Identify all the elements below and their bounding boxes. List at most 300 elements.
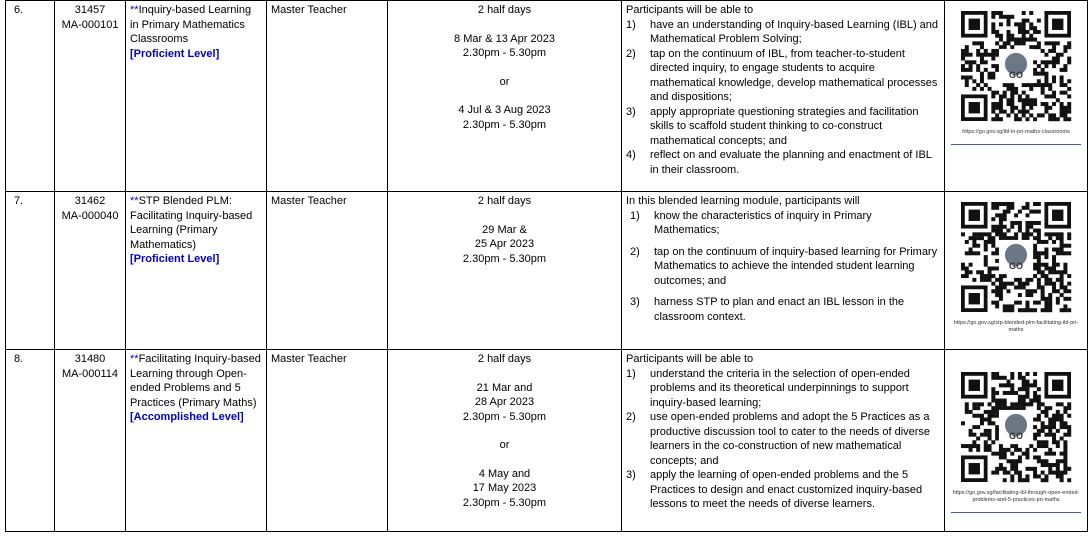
qr-module bbox=[995, 402, 999, 406]
qr-module bbox=[961, 64, 965, 68]
qr-module bbox=[1007, 289, 1011, 293]
qr-module bbox=[1052, 248, 1056, 252]
qr-module bbox=[1003, 213, 1007, 217]
qr-module bbox=[1067, 102, 1071, 106]
qr-module bbox=[1067, 414, 1071, 418]
qr-module bbox=[1041, 402, 1045, 406]
qr-module bbox=[995, 285, 999, 289]
qr-url[interactable]: https://go.gov.sg/stp-blended-plm-facilitating-ibl-pri-maths bbox=[953, 320, 1079, 333]
qr-module bbox=[1010, 102, 1014, 106]
qr-module bbox=[1025, 282, 1029, 286]
qr-module bbox=[1010, 474, 1014, 478]
qr-module bbox=[1037, 72, 1041, 76]
qr-module bbox=[1003, 225, 1007, 229]
qr-module bbox=[1025, 232, 1029, 236]
qr-module bbox=[972, 251, 976, 255]
qr-module bbox=[1037, 459, 1041, 463]
qr-module bbox=[1037, 285, 1041, 289]
qr-module bbox=[1041, 87, 1045, 91]
qr-module bbox=[1048, 106, 1052, 110]
qr-module bbox=[972, 406, 976, 410]
qr-module bbox=[1060, 459, 1064, 463]
qr-module bbox=[984, 440, 988, 444]
qr-module bbox=[1003, 210, 1007, 214]
qr-module bbox=[1025, 372, 1029, 376]
schedule-time: 2.30pm - 5.30pm bbox=[462, 496, 547, 509]
qr-module bbox=[1063, 270, 1067, 274]
qr-module bbox=[995, 414, 999, 418]
qr-finder bbox=[969, 380, 980, 391]
qr-module bbox=[1052, 266, 1056, 270]
qr-module bbox=[1018, 26, 1022, 30]
qr-module bbox=[1003, 236, 1007, 240]
qr-module bbox=[1067, 425, 1071, 429]
qr-module bbox=[1060, 248, 1064, 252]
qr-module bbox=[961, 274, 965, 278]
qr-module bbox=[1044, 444, 1048, 448]
divider bbox=[951, 512, 1081, 513]
qr-module bbox=[988, 448, 992, 452]
qr-module bbox=[969, 236, 973, 240]
qr-module bbox=[1056, 117, 1060, 121]
qr-module bbox=[995, 391, 999, 395]
qr-module bbox=[1063, 425, 1067, 429]
qr-module bbox=[1022, 399, 1026, 403]
qr-module bbox=[1037, 64, 1041, 68]
qr-module bbox=[1060, 274, 1064, 278]
qr-module bbox=[1063, 45, 1067, 49]
qr-module bbox=[1029, 106, 1033, 110]
qr-module bbox=[999, 221, 1003, 225]
qr-module bbox=[1041, 83, 1045, 87]
qr-module bbox=[1018, 395, 1022, 399]
qr-module bbox=[1010, 94, 1014, 98]
qr-module bbox=[991, 471, 995, 475]
qr-module bbox=[1010, 391, 1014, 395]
qr-module bbox=[980, 232, 984, 236]
qr-module bbox=[1010, 45, 1014, 49]
course-title-cell bbox=[126, 192, 267, 350]
qr-module bbox=[1063, 452, 1067, 456]
qr-module bbox=[1029, 289, 1033, 293]
qr-module bbox=[1014, 38, 1018, 42]
qr-module bbox=[1029, 278, 1033, 282]
qr-module bbox=[999, 38, 1003, 42]
qr-url[interactable]: https://go.gov.sg/ibl-in-pri-maths-classrooms bbox=[962, 129, 1070, 135]
qr-module bbox=[1067, 57, 1071, 61]
qr-module bbox=[1033, 26, 1037, 30]
qr-module bbox=[1048, 117, 1052, 121]
qr-module bbox=[1007, 471, 1011, 475]
qr-module bbox=[1048, 266, 1052, 270]
qr-module bbox=[991, 236, 995, 240]
qr-finder bbox=[1052, 380, 1063, 391]
qr-module bbox=[1022, 232, 1026, 236]
qr-module bbox=[1052, 436, 1056, 440]
qr-module bbox=[1018, 459, 1022, 463]
qr-module bbox=[980, 87, 984, 91]
qr-module bbox=[1041, 68, 1045, 72]
qr-module bbox=[1033, 263, 1037, 267]
qr-module bbox=[1033, 395, 1037, 399]
qr-module bbox=[1033, 60, 1037, 64]
qr-module bbox=[1037, 301, 1041, 305]
qr-module bbox=[1037, 414, 1041, 418]
title-stars: ** bbox=[130, 195, 139, 207]
qr-module bbox=[972, 240, 976, 244]
qr-module bbox=[984, 83, 988, 87]
qr-module bbox=[999, 213, 1003, 217]
course-title-cell bbox=[126, 350, 267, 532]
qr-module bbox=[1048, 270, 1052, 274]
course-table bbox=[5, 0, 1088, 532]
qr-module bbox=[995, 229, 999, 233]
qr-module bbox=[1003, 471, 1007, 475]
qr-module bbox=[1003, 402, 1007, 406]
qr-module bbox=[1010, 478, 1014, 482]
qr-code-icon[interactable] bbox=[961, 11, 1071, 121]
qr-module bbox=[1033, 448, 1037, 452]
qr-module bbox=[1067, 274, 1071, 278]
qr-module bbox=[1037, 263, 1041, 267]
qr-module bbox=[1052, 79, 1056, 83]
qr-module bbox=[961, 444, 965, 448]
qr-module bbox=[995, 225, 999, 229]
qr-url[interactable]: https://go.gov.sg/facilitating-ibl-through-open-ended-problems-and-5-practices-pri-maths bbox=[952, 490, 1080, 503]
qr-module bbox=[1010, 91, 1014, 95]
schedule-cell bbox=[388, 192, 622, 350]
qr-module bbox=[980, 278, 984, 282]
qr-module bbox=[961, 53, 965, 57]
qr-module bbox=[1063, 304, 1067, 308]
qr-module bbox=[976, 41, 980, 45]
qr-module bbox=[969, 448, 973, 452]
qr-module bbox=[1056, 289, 1060, 293]
qr-module bbox=[995, 213, 999, 217]
qr-finder bbox=[969, 102, 980, 113]
description-cell bbox=[622, 1, 945, 192]
qr-module bbox=[1003, 308, 1007, 312]
qr-module bbox=[1067, 402, 1071, 406]
qr-module bbox=[1044, 263, 1048, 267]
qr-module bbox=[1025, 38, 1029, 42]
qr-module bbox=[1010, 304, 1014, 308]
qr-module bbox=[1056, 60, 1060, 64]
description-cell bbox=[622, 350, 945, 532]
qr-module bbox=[1014, 106, 1018, 110]
qr-module bbox=[1056, 57, 1060, 61]
qr-module bbox=[1060, 244, 1064, 248]
qr-module bbox=[991, 289, 995, 293]
qr-module bbox=[1052, 45, 1056, 49]
qr-module bbox=[969, 64, 973, 68]
qr-module bbox=[1044, 414, 1048, 418]
qr-module bbox=[961, 57, 965, 61]
qr-module bbox=[1052, 414, 1056, 418]
qr-module bbox=[984, 255, 988, 259]
qr-module bbox=[1014, 278, 1018, 282]
qr-module bbox=[1041, 102, 1045, 106]
qr-module bbox=[1044, 110, 1048, 114]
qr-module bbox=[1056, 414, 1060, 418]
qr-code-icon[interactable] bbox=[961, 372, 1071, 482]
qr-module bbox=[1029, 98, 1033, 102]
qr-module bbox=[991, 64, 995, 68]
qr-module bbox=[1003, 41, 1007, 45]
qr-module bbox=[965, 49, 969, 53]
qr-module bbox=[1052, 421, 1056, 425]
qr-module bbox=[1048, 232, 1052, 236]
qr-module bbox=[1060, 425, 1064, 429]
qr-module bbox=[1037, 79, 1041, 83]
course-code-secondary: MA-000040 bbox=[61, 209, 119, 222]
qr-module bbox=[1060, 83, 1064, 87]
course-code bbox=[55, 1, 126, 192]
qr-module bbox=[1025, 387, 1029, 391]
qr-module bbox=[991, 301, 995, 305]
qr-module bbox=[972, 414, 976, 418]
qr-module bbox=[1018, 30, 1022, 34]
qr-module bbox=[988, 236, 992, 240]
description-intro: Participants will be able to bbox=[626, 353, 754, 365]
qr-module bbox=[976, 83, 980, 87]
qr-module bbox=[1048, 297, 1052, 301]
qr-module bbox=[1044, 474, 1048, 478]
qr-module bbox=[1052, 285, 1056, 289]
qr-module bbox=[1044, 106, 1048, 110]
qr-module bbox=[995, 49, 999, 53]
qr-module bbox=[969, 53, 973, 57]
qr-module bbox=[1033, 474, 1037, 478]
qr-module bbox=[1037, 474, 1041, 478]
qr-module bbox=[1041, 463, 1045, 467]
go-logo-text: GO bbox=[1008, 70, 1024, 81]
qr-code-icon[interactable] bbox=[961, 202, 1071, 312]
qr-module bbox=[991, 406, 995, 410]
schedule-dates: 8 Mar & 13 Apr 2023 bbox=[454, 32, 555, 45]
qr-module bbox=[1052, 49, 1056, 53]
qr-module bbox=[1007, 113, 1011, 117]
qr-module bbox=[995, 425, 999, 429]
qr-module bbox=[1033, 221, 1037, 225]
qr-module bbox=[1048, 467, 1052, 471]
qr-module bbox=[991, 57, 995, 61]
qr-module bbox=[1063, 440, 1067, 444]
qr-module bbox=[1025, 467, 1029, 471]
qr-module bbox=[1063, 91, 1067, 95]
qr-module bbox=[965, 75, 969, 79]
qr-module bbox=[1029, 26, 1033, 30]
qr-module bbox=[999, 467, 1003, 471]
qr-module bbox=[972, 232, 976, 236]
qr-module bbox=[1025, 98, 1029, 102]
qr-module bbox=[1029, 38, 1033, 42]
qr-module bbox=[988, 72, 992, 76]
qr-module bbox=[1022, 387, 1026, 391]
qr-module bbox=[1067, 433, 1071, 437]
qr-module bbox=[995, 202, 999, 206]
qr-module bbox=[1007, 30, 1011, 34]
qr-module bbox=[1025, 293, 1029, 297]
course-title: STP Blended PLM: Facilitating Inquiry-based Learning (Primary Mathematics) bbox=[130, 195, 253, 251]
qr-module bbox=[1007, 308, 1011, 312]
qr-module bbox=[1018, 278, 1022, 282]
qr-module bbox=[1029, 402, 1033, 406]
qr-module bbox=[1052, 255, 1056, 259]
qr-module bbox=[1067, 60, 1071, 64]
qr-module bbox=[1037, 240, 1041, 244]
qr-module bbox=[1063, 297, 1067, 301]
qr-module bbox=[1018, 478, 1022, 482]
qr-module bbox=[1033, 117, 1037, 121]
qr-module bbox=[1003, 383, 1007, 387]
qr-module bbox=[1044, 248, 1048, 252]
qr-module bbox=[1041, 240, 1045, 244]
qr-module bbox=[999, 22, 1003, 26]
qr-module bbox=[988, 444, 992, 448]
qr-module bbox=[991, 72, 995, 76]
qr-module bbox=[1033, 433, 1037, 437]
qr-module bbox=[1033, 455, 1037, 459]
qr-module bbox=[1048, 41, 1052, 45]
qr-module bbox=[1044, 433, 1048, 437]
qr-module bbox=[991, 49, 995, 53]
qr-module bbox=[1044, 251, 1048, 255]
title-stars: ** bbox=[130, 353, 139, 365]
qr-module bbox=[1018, 448, 1022, 452]
qr-module bbox=[1067, 110, 1071, 114]
qr-finder bbox=[1052, 210, 1063, 221]
qr-module bbox=[1056, 248, 1060, 252]
qr-module bbox=[965, 266, 969, 270]
qr-module bbox=[995, 293, 999, 297]
qr-module bbox=[1037, 113, 1041, 117]
qr-module bbox=[1056, 251, 1060, 255]
qr-module bbox=[1018, 372, 1022, 376]
qr-module bbox=[980, 75, 984, 79]
qr-module bbox=[965, 270, 969, 274]
qr-module bbox=[1052, 113, 1056, 117]
qr-module bbox=[965, 402, 969, 406]
qr-module bbox=[1063, 244, 1067, 248]
qr-module bbox=[988, 274, 992, 278]
qr-module bbox=[1063, 263, 1067, 267]
list-item: 3) apply the learning of open-ended problems and the 5 Practices to design and enact customized inquiry-based lessons to meet the needs of diverse learners. bbox=[626, 469, 923, 510]
qr-module bbox=[991, 452, 995, 456]
qr-module bbox=[969, 75, 973, 79]
qr-module bbox=[1048, 308, 1052, 312]
qr-module bbox=[1018, 293, 1022, 297]
qr-module bbox=[1010, 372, 1014, 376]
qr-module bbox=[1007, 236, 1011, 240]
qr-module bbox=[1067, 429, 1071, 433]
schedule-dates: 21 Mar and bbox=[476, 381, 533, 394]
qr-module bbox=[1056, 53, 1060, 57]
qr-module bbox=[1060, 278, 1064, 282]
qr-module bbox=[1048, 83, 1052, 87]
qr-module bbox=[991, 372, 995, 376]
qr-module bbox=[1063, 467, 1067, 471]
list-item: 4) reflect on and evaluate the planning and enactment of IBL in their classroom. bbox=[626, 149, 932, 176]
qr-module bbox=[1033, 471, 1037, 475]
qr-module bbox=[1044, 308, 1048, 312]
qr-module bbox=[995, 399, 999, 403]
course-code-primary: 31462 bbox=[74, 195, 106, 207]
qr-module bbox=[995, 117, 999, 121]
qr-module bbox=[965, 68, 969, 72]
qr-module bbox=[1052, 463, 1056, 467]
qr-module bbox=[1025, 455, 1029, 459]
qr-module bbox=[1044, 60, 1048, 64]
qr-module bbox=[1010, 225, 1014, 229]
schedule-time: 2.30pm - 5.30pm bbox=[462, 410, 547, 423]
qr-module bbox=[1037, 259, 1041, 263]
qr-module bbox=[991, 117, 995, 121]
qr-module bbox=[1010, 406, 1014, 410]
qr-module bbox=[991, 26, 995, 30]
qr-module bbox=[980, 414, 984, 418]
qr-module bbox=[995, 278, 999, 282]
qr-module bbox=[1018, 474, 1022, 478]
qr-module bbox=[1041, 471, 1045, 475]
qr-module bbox=[991, 387, 995, 391]
qr-module bbox=[1041, 297, 1045, 301]
qr-module bbox=[988, 414, 992, 418]
qr-module bbox=[1052, 270, 1056, 274]
qr-module bbox=[1010, 110, 1014, 114]
qr-module bbox=[1007, 202, 1011, 206]
qr-module bbox=[1007, 87, 1011, 91]
qr-module bbox=[991, 11, 995, 15]
qr-module bbox=[1056, 278, 1060, 282]
qr-module bbox=[1014, 117, 1018, 121]
list-item: 3) apply appropriate questioning strategies and facilitation skills to scaffold student thinking to co-construct mathematical concepts; and bbox=[626, 105, 919, 147]
qr-module bbox=[995, 64, 999, 68]
qr-module bbox=[991, 30, 995, 34]
qr-module bbox=[999, 402, 1003, 406]
qr-module bbox=[991, 225, 995, 229]
qr-module bbox=[1007, 304, 1011, 308]
qr-module bbox=[1037, 202, 1041, 206]
qr-module bbox=[1067, 467, 1071, 471]
qr-module bbox=[1029, 22, 1033, 26]
qr-module bbox=[991, 251, 995, 255]
qr-module bbox=[1029, 383, 1033, 387]
qr-module bbox=[1067, 282, 1071, 286]
qr-module bbox=[972, 433, 976, 437]
qr-module bbox=[991, 421, 995, 425]
qr-module bbox=[1063, 406, 1067, 410]
qr-module bbox=[1048, 236, 1052, 240]
qr-module bbox=[999, 15, 1003, 19]
qr-module bbox=[988, 53, 992, 57]
qr-module bbox=[1029, 232, 1033, 236]
course-code-secondary: MA-000101 bbox=[61, 18, 119, 31]
description-cell bbox=[622, 192, 945, 350]
qr-module bbox=[1022, 282, 1026, 286]
schedule-or: or bbox=[499, 75, 510, 88]
qr-code-graphic bbox=[961, 202, 1071, 312]
course-code-primary: 31480 bbox=[74, 353, 106, 365]
qr-module bbox=[1003, 478, 1007, 482]
qr-module bbox=[1033, 83, 1037, 87]
qr-module bbox=[1007, 380, 1011, 384]
qr-module bbox=[1048, 448, 1052, 452]
qr-module bbox=[969, 248, 973, 252]
qr-module bbox=[1018, 98, 1022, 102]
qr-module bbox=[1014, 213, 1018, 217]
qr-module bbox=[991, 202, 995, 206]
